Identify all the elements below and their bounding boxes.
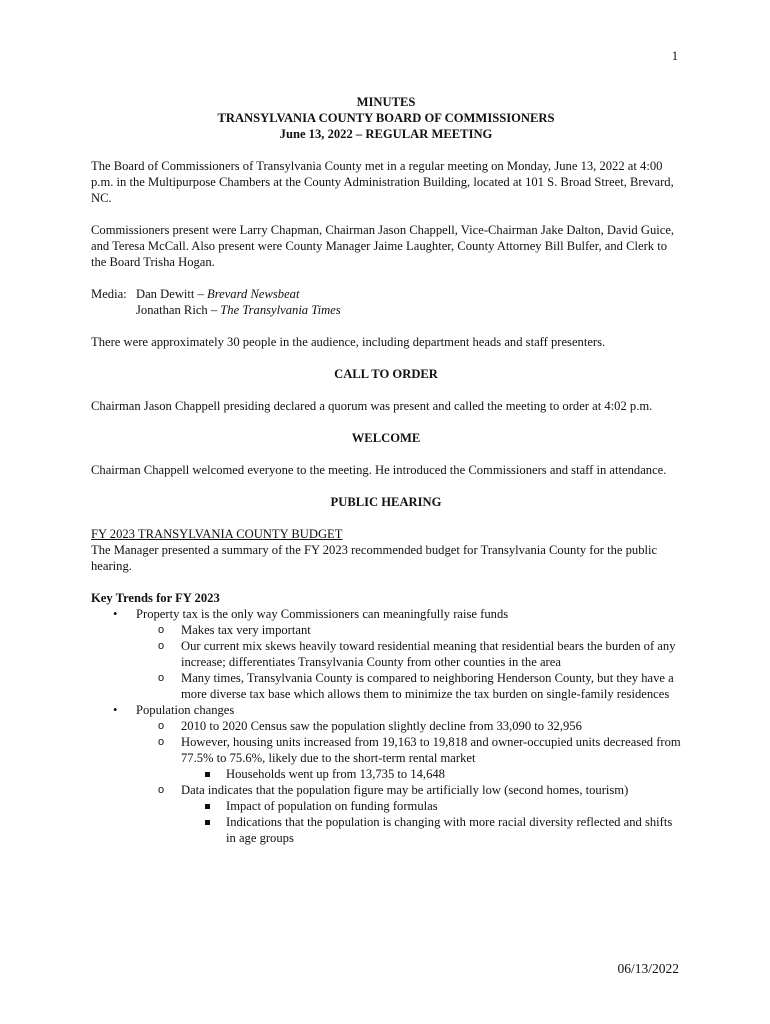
media-row-2 — [91, 302, 681, 318]
list-item: o Data indicates that the population figure may be artificially low (second homes, tourism) Impact of population on funding formulas Indications that the population is changing with more racial diversity reflected and shifts in age groups — [136, 782, 681, 846]
list-item: o Makes tax very important — [158, 623, 311, 637]
list-item: o Our current mix skews heavily toward residential meaning that residential bears the burden of any increase; differentiates Transylvania County from other counties in the area — [158, 639, 676, 669]
bullet-circle-icon: o — [158, 672, 165, 684]
bullet-square-icon — [205, 772, 210, 777]
bullet-dot-icon: • — [113, 607, 118, 621]
bullet-circle-icon: o — [158, 736, 165, 748]
media-entry — [136, 286, 299, 302]
list-item: Indications that the population is changing with more racial diversity reflected and shifts in age groups — [181, 814, 681, 846]
sub-sub-list — [181, 766, 681, 782]
key-trends-list — [91, 606, 681, 846]
list-item: o 2010 to 2020 Census saw the population slightly decline from 33,090 to 32,956 — [158, 719, 582, 733]
bullet-circle-icon: o — [158, 784, 165, 796]
sub-list — [136, 718, 681, 846]
media-name: Dan Dewitt – — [136, 287, 207, 301]
list-item: • Property tax is the only way Commissioners can meaningfully raise funds o Makes tax very important o Our current mix skews heavily toward residential meaning that residential bears the burden of any increase; differentiates Transylvania County from other counties in the area o Many times, Transylvania County is compared to neighboring Henderson County, but they have a more diverse tax base which allows them to minimize the tax burden on single-family residences — [91, 606, 681, 702]
bullet-circle-icon: o — [158, 720, 165, 732]
bullet-dot-icon: • — [113, 703, 118, 717]
budget-summary-text: The Manager presented a summary of the FY 2023 recommended budget for Transylvania County for the public hearing. — [91, 543, 658, 573]
title-minutes: MINUTES — [356, 95, 416, 109]
title-board: TRANSYLVANIA COUNTY BOARD OF COMMISSIONERS — [217, 111, 555, 125]
list-item: • Population changes o 2010 to 2020 Census saw the population slightly decline from 33,090 to 32,956 o However, housing units increased from 19,163 to 19,818 and owner-occupied units decreased from 77.5% to 75.6%, likely due to the short-term rental market Households went up from 13,735 to 14,648 o Data indicates that the population figure may be artificially low (second homes, tourism) Impact of population on funding formulas Indications that the population is changing with more racial diversity reflected and shifts in age groups — [113, 703, 681, 845]
audience-paragraph: There were approximately 30 people in the audience, including department heads and staff presenters. — [91, 335, 606, 349]
list-item: Households went up from 13,735 to 14,648 — [181, 766, 681, 782]
welcome-text: Chairman Chappell welcomed everyone to the meeting. He introduced the Commissioners and staff in attendance. — [91, 463, 667, 477]
attendance-paragraph: Commissioners present were Larry Chapman, Chairman Jason Chappell, Vice-Chairman Jake Dalton, David Guice, and Teresa McCall. Also present were County Manager Jaime Laughter, County Attorney Bill Bulfer, and Clerk to the Board Trisha Hogan. — [91, 223, 675, 269]
page-number: 1 — [671, 49, 678, 63]
bullet-square-icon — [205, 804, 210, 809]
bullet-square-icon — [205, 820, 210, 825]
call-to-order-heading: CALL TO ORDER — [334, 367, 438, 381]
media-block — [91, 286, 681, 318]
list-item: o Many times, Transylvania County is compared to neighboring Henderson County, but they have a more diverse tax base which allows them to minimize the tax burden on single-family residences — [158, 671, 674, 701]
sub-list — [136, 622, 681, 702]
public-hearing-heading: PUBLIC HEARING — [330, 495, 442, 509]
list-item: o However, housing units increased from 19,163 to 19,818 and owner-occupied units decreased from 77.5% to 75.6%, likely due to the short-term rental market Households went up from 13,735 to 14,648 — [158, 735, 681, 781]
footer-date: 06/13/2022 — [617, 961, 679, 976]
media-row-1 — [91, 286, 681, 302]
media-label: Media: — [91, 287, 127, 301]
welcome-heading: WELCOME — [351, 431, 421, 445]
intro-paragraph: The Board of Commissioners of Transylvania County met in a regular meeting on Monday, June 13, 2022 at 4:00 p.m. in the Multipurpose Chambers at the County Administration Building, located at 101 S. Broad Street, Brevard, NC. — [91, 159, 674, 205]
sub-sub-list — [181, 798, 681, 846]
title-meeting-date: June 13, 2022 – REGULAR MEETING — [279, 127, 493, 141]
call-to-order-text: Chairman Jason Chappell presiding declared a quorum was present and called the meeting to order at 4:02 p.m. — [91, 399, 653, 413]
key-trends-title: Key Trends for FY 2023 — [91, 591, 220, 605]
minutes-content — [91, 94, 681, 846]
list-item: Impact of population on funding formulas — [181, 798, 681, 814]
title-block — [91, 94, 681, 142]
media-name: Jonathan Rich – — [136, 303, 221, 317]
media-outlet: Brevard Newsbeat — [207, 287, 300, 301]
bullet-circle-icon: o — [158, 624, 165, 636]
bullet-circle-icon: o — [158, 640, 165, 652]
budget-subheading: FY 2023 TRANSYLVANIA COUNTY BUDGET — [91, 527, 343, 541]
media-outlet: The Transylvania Times — [220, 303, 341, 317]
